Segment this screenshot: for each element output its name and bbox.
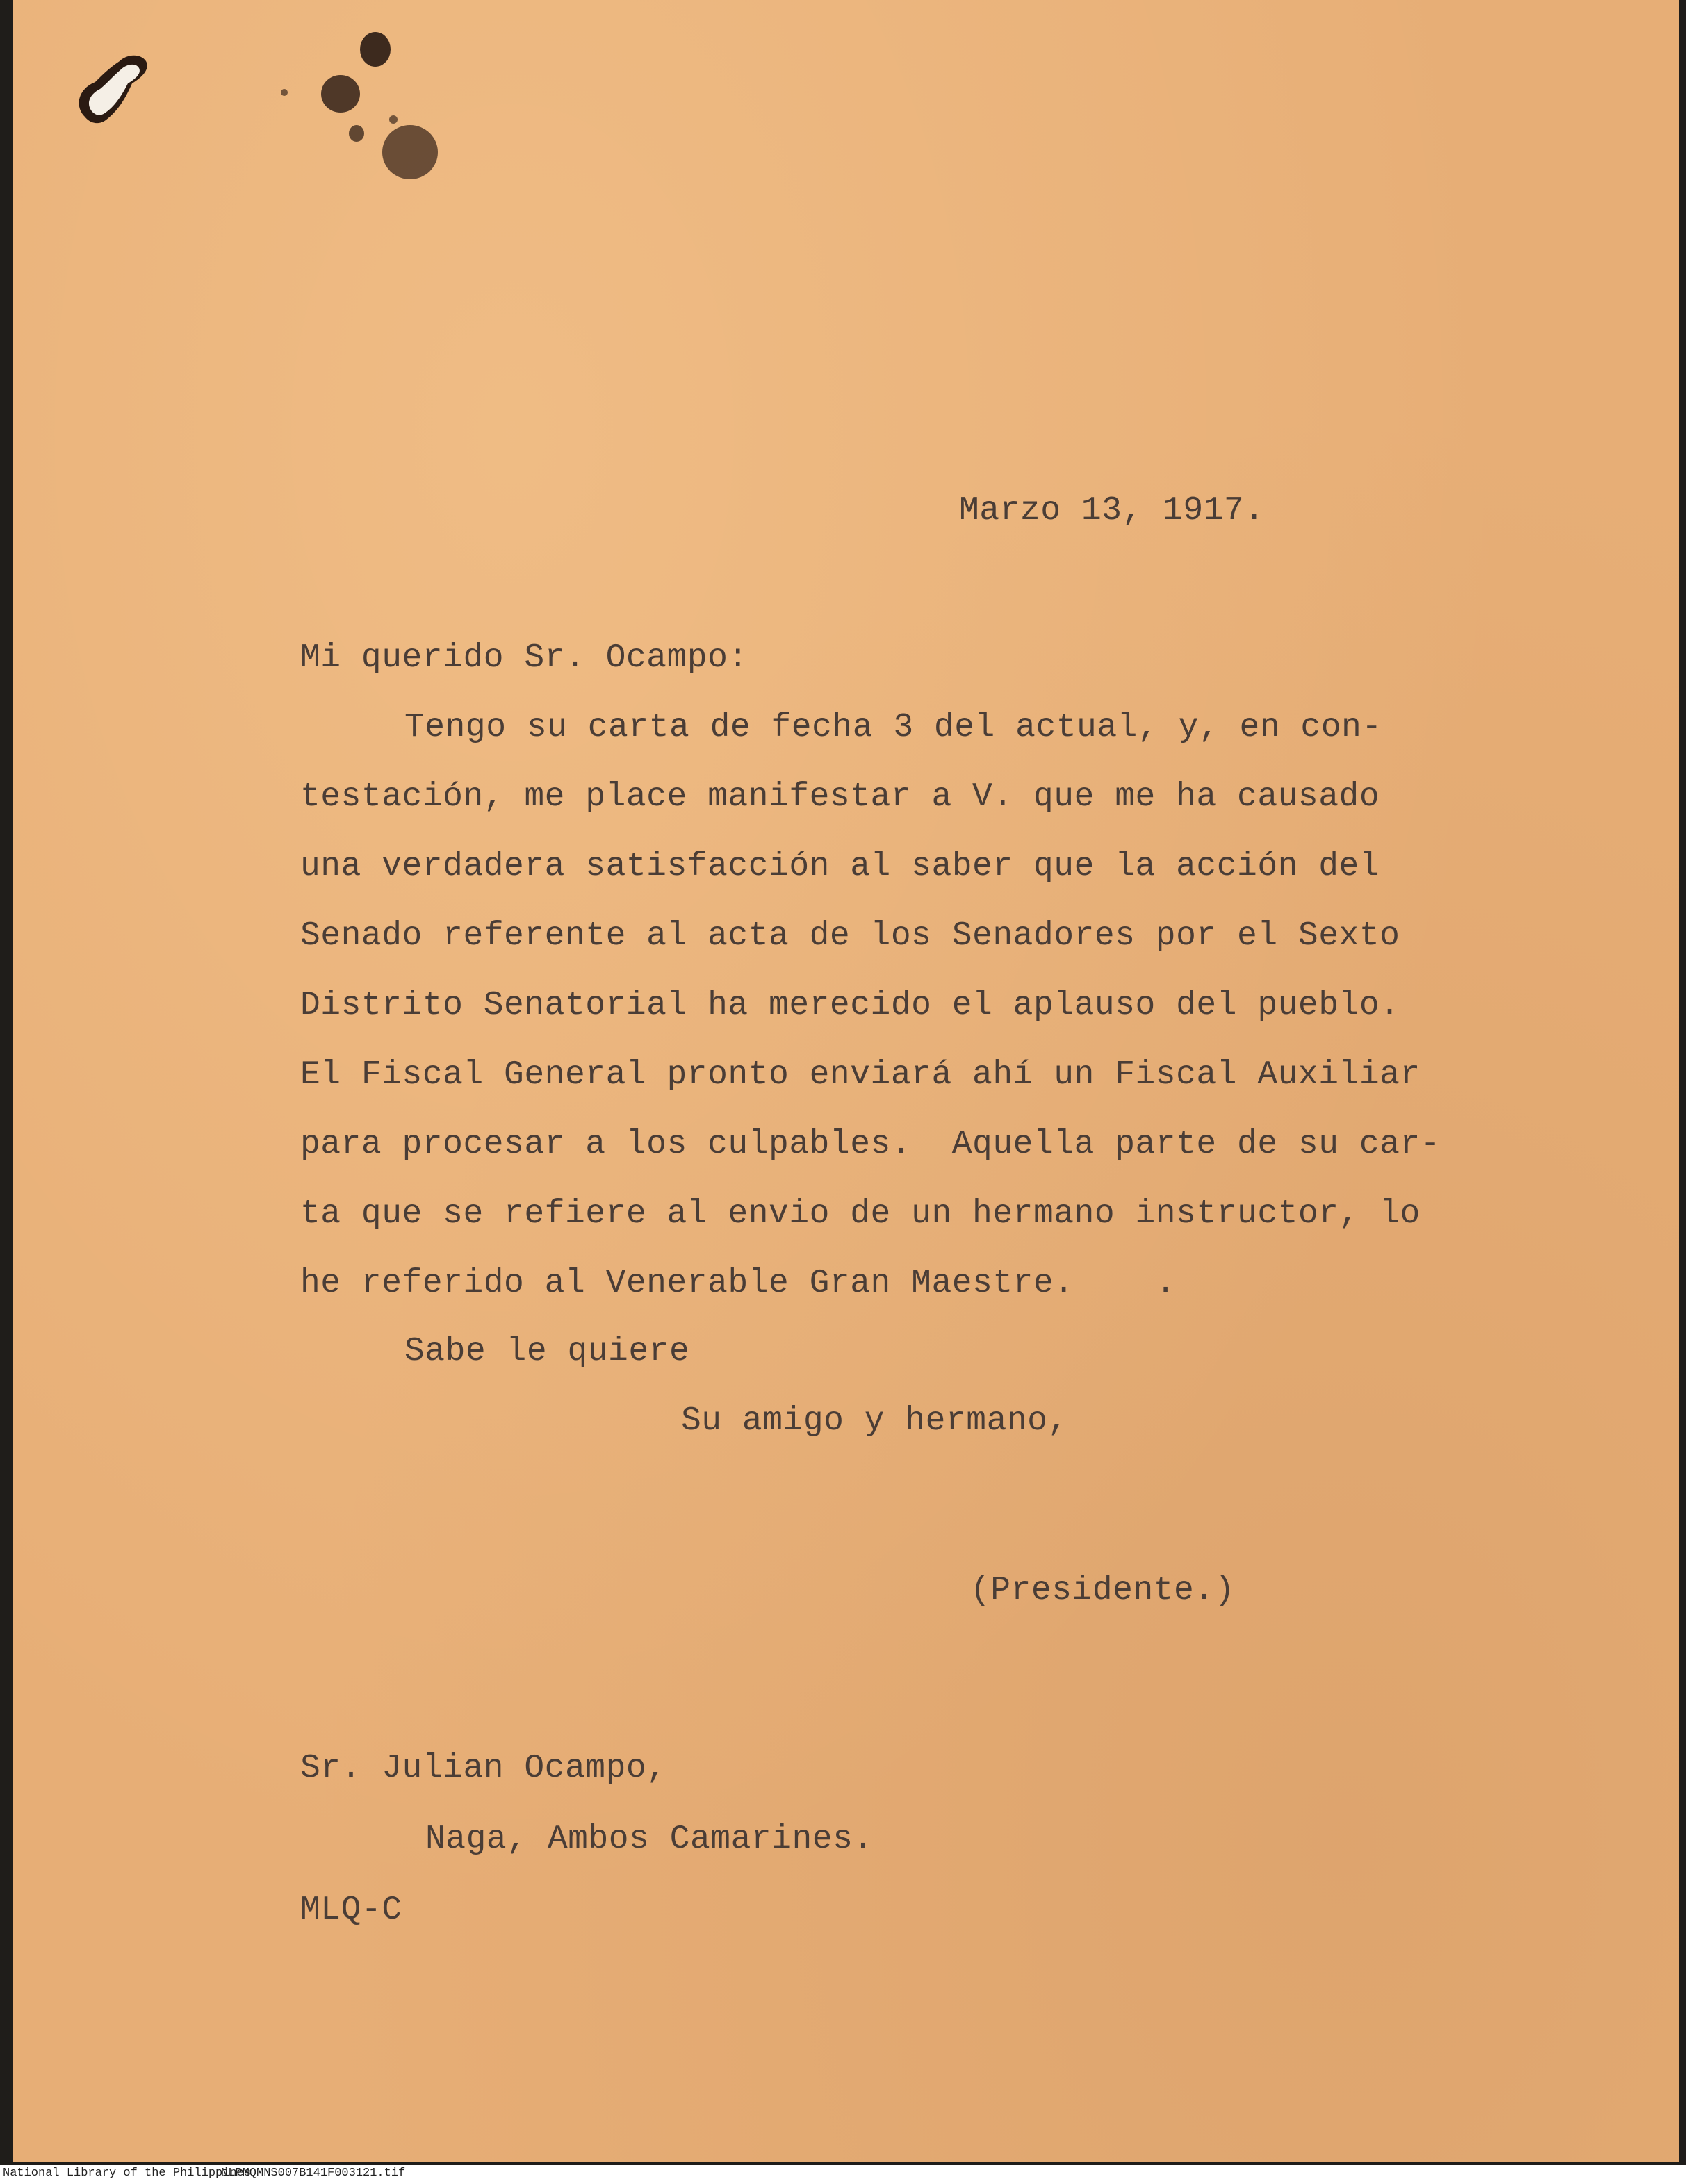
ink-stain-2 bbox=[321, 75, 360, 113]
ink-stain-6 bbox=[389, 115, 398, 124]
body-line: Tengo su carta de fecha 3 del actual, y, en con- bbox=[404, 709, 1382, 746]
body-line: Senado referente al acta de los Senadores por el Sexto bbox=[300, 917, 1400, 955]
ink-stain-1 bbox=[360, 32, 391, 67]
salutation: Mi querido Sr. Ocampo: bbox=[300, 639, 748, 677]
scan-footer bbox=[0, 2165, 1686, 2184]
body-line: El Fiscal General pronto enviará ahí un Fiscal Auxiliar bbox=[300, 1056, 1421, 1094]
reference-initials: MLQ-C bbox=[300, 1891, 402, 1929]
signature-title: (Presidente.) bbox=[970, 1572, 1235, 1609]
ink-stain-5 bbox=[281, 89, 288, 96]
body-line: para procesar a los culpables. Aquella parte de su car- bbox=[300, 1126, 1441, 1163]
body-line: una verdadera satisfacción al saber que la acción del bbox=[300, 848, 1380, 885]
ink-stain-3 bbox=[382, 125, 438, 179]
footer-filename: NLPMQMNS007B141F003121.tif bbox=[221, 2167, 406, 2180]
recipient-name: Sr. Julian Ocampo, bbox=[300, 1750, 667, 1787]
burn-hole-icon bbox=[71, 40, 154, 131]
letter-page bbox=[13, 0, 1679, 2162]
letter-date: Marzo 13, 1917. bbox=[959, 492, 1265, 529]
body-line: Distrito Senatorial ha merecido el aplauso del pueblo. bbox=[300, 987, 1400, 1024]
ink-stain-4 bbox=[349, 125, 364, 142]
closing-phrase: Sabe le quiere bbox=[404, 1333, 690, 1370]
closing-phrase: Su amigo y hermano, bbox=[681, 1402, 1068, 1440]
footer-library: National Library of the Philippines bbox=[3, 2167, 252, 2180]
body-line: ta que se refiere al envio de un hermano instructor, lo bbox=[300, 1195, 1421, 1233]
body-line: he referido al Venerable Gran Maestre. . bbox=[300, 1265, 1177, 1302]
body-line: testación, me place manifestar a V. que me ha causado bbox=[300, 778, 1380, 816]
recipient-address: Naga, Ambos Camarines. bbox=[425, 1821, 874, 1858]
